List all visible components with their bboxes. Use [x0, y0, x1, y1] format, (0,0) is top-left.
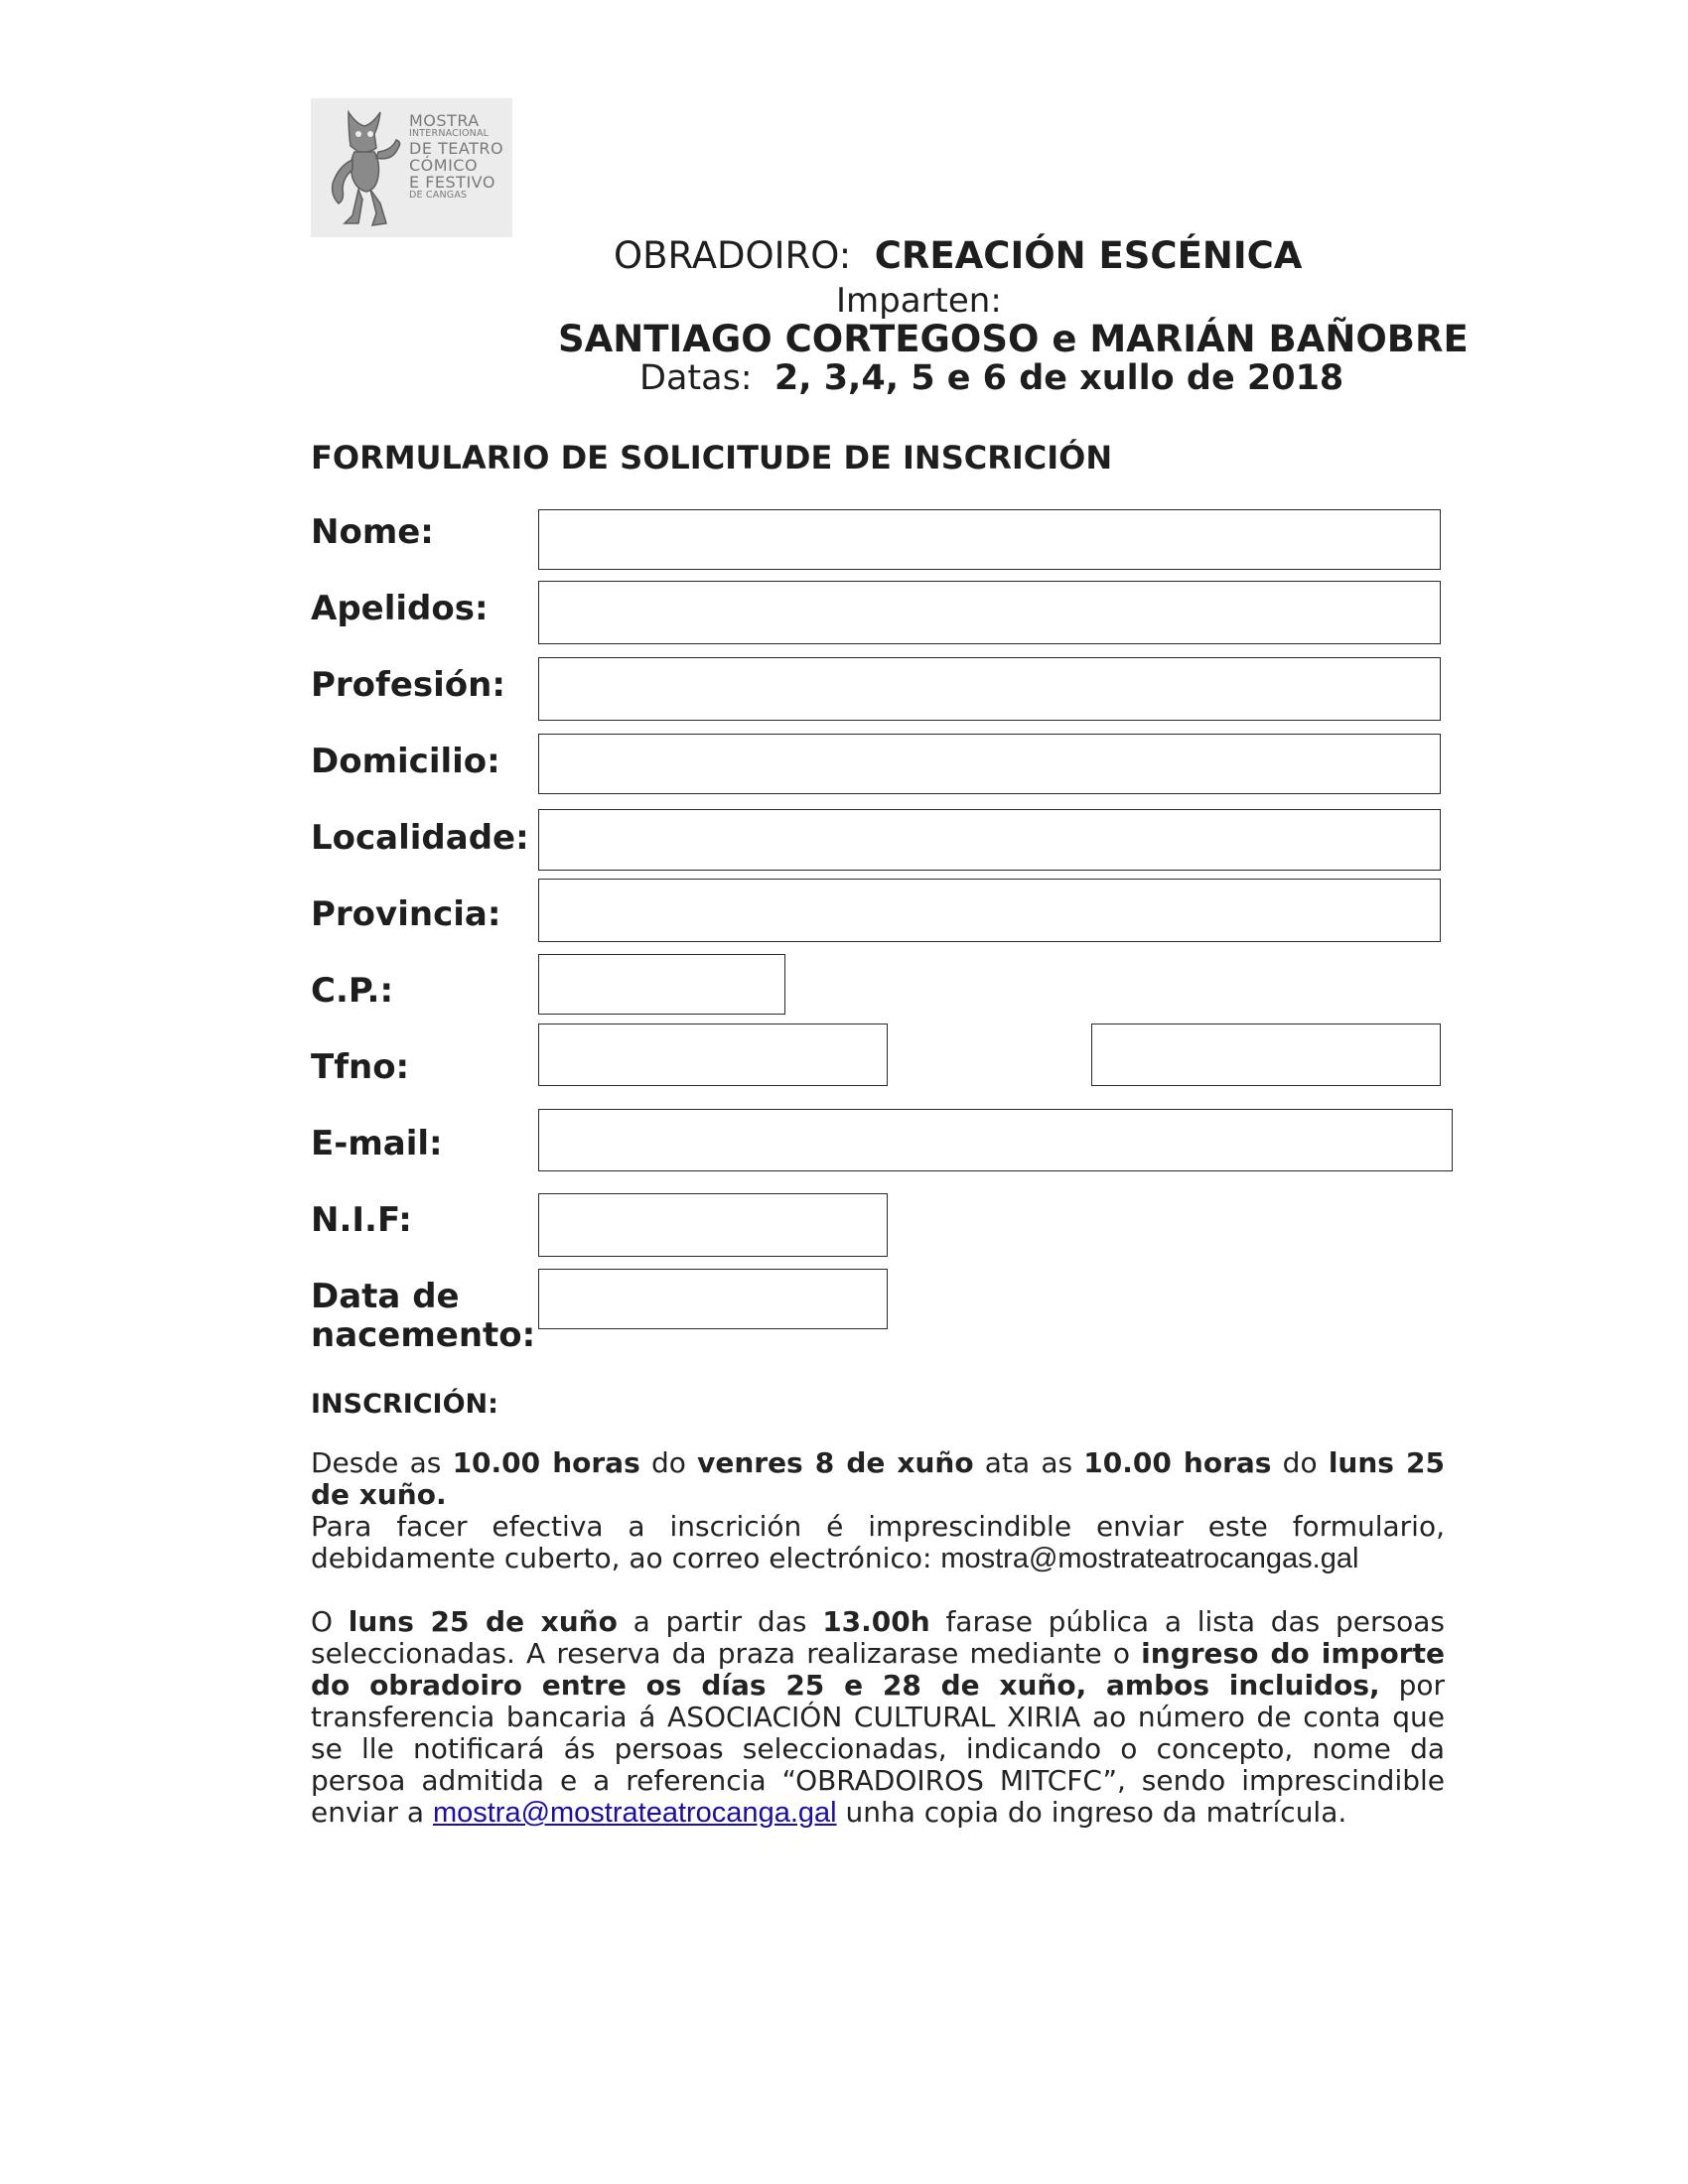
localidade-field[interactable]: [538, 809, 1441, 871]
tfno-field[interactable]: [538, 1024, 888, 1086]
nif-label: N.I.F:: [311, 1200, 412, 1240]
logo-line: E FESTIVO: [409, 173, 495, 193]
inscricion-period-paragraph: [311, 1447, 1445, 1574]
text: do: [639, 1446, 698, 1479]
text: por transferencia bancaria á ASOCIACIÓN CULTURAL XIRIA ao número de conta que se lle notificará ás persoas seleccionadas, indicando o concepto, nome da persoa admitida e a referencia “OBRADOIROS MITCFC”, sendo imprescindible enviar a: [311, 1669, 1445, 1829]
text: unha copia do ingreso da matrícula.: [836, 1796, 1347, 1829]
logo-wordmark: [409, 112, 503, 202]
cp-field[interactable]: [538, 954, 785, 1015]
localidade-label: Localidade:: [311, 818, 529, 858]
text: a partir das: [617, 1605, 823, 1638]
instructors: SANTIAGO CORTEGOSO e MARIÁN BAÑOBRE: [558, 318, 1469, 360]
text: do: [1271, 1446, 1329, 1479]
text: ata as: [973, 1446, 1084, 1479]
nome-label: Nome:: [311, 512, 434, 552]
provincia-field[interactable]: [538, 879, 1441, 942]
contact-email: mostra@mostrateatrocangas.gal: [940, 1543, 1359, 1574]
apelidos-label: Apelidos:: [311, 589, 489, 628]
selection-paragraph: [311, 1606, 1445, 1829]
profesion-field[interactable]: [538, 657, 1441, 721]
start-date: venres 8 de xuño: [697, 1446, 974, 1479]
email-label: E-mail:: [311, 1124, 443, 1163]
text: Desde as: [311, 1446, 453, 1479]
end-time: 10.00 horas: [1083, 1446, 1272, 1479]
dates-value: 2, 3,4, 5 e 6 de xullo de 2018: [774, 358, 1344, 398]
list-date: luns 25 de xuño: [348, 1605, 618, 1638]
start-time: 10.00 horas: [452, 1446, 640, 1479]
mascot-icon: [319, 104, 410, 231]
tfno-secondary-field[interactable]: [1091, 1024, 1441, 1086]
logo-line: DE TEATRO: [409, 138, 504, 158]
workshop-prefix: OBRADOIRO:: [614, 234, 852, 277]
nome-field[interactable]: [538, 509, 1441, 570]
profesion-label: Profesión:: [311, 665, 505, 705]
logo-line: CÓMICO: [409, 155, 479, 175]
nacemento-label-line1: Data de: [311, 1277, 460, 1316]
text: Para facer efectiva a inscrición é imprescindible enviar este formulario, debidamente cuberto, ao correo electrónico:: [311, 1510, 1445, 1574]
text: farase pública a lista das persoas seleccionadas. A reserva da praza realizarase mediante o: [311, 1605, 1445, 1670]
workshop-title: [614, 234, 1302, 277]
taught-by-label: Imparten:: [836, 281, 1002, 321]
text: O: [311, 1605, 349, 1638]
end-date: luns 25 de xuño.: [311, 1446, 1445, 1511]
cp-label: C.P.:: [311, 971, 394, 1011]
logo-line: INTERNACIONAL: [409, 128, 490, 140]
festival-logo: [311, 98, 512, 237]
dates-label: Datas:: [639, 358, 753, 398]
logo-line: MOSTRA: [409, 111, 480, 130]
workshop-dates: [639, 358, 1343, 398]
email-field[interactable]: [538, 1109, 1453, 1171]
domicilio-field[interactable]: [538, 734, 1441, 794]
list-time: 13.00h: [822, 1605, 930, 1638]
form-title: FORMULARIO DE SOLICITUDE DE INSCRICIÓN: [311, 439, 1113, 477]
email-link[interactable]: mostra@mostrateatrocanga.gal: [432, 1797, 837, 1829]
nacemento-field[interactable]: [538, 1269, 888, 1329]
nif-field[interactable]: [538, 1193, 888, 1257]
nacemento-label-line2: nacemento:: [311, 1315, 536, 1355]
apelidos-field[interactable]: [538, 581, 1441, 644]
workshop-name: CREACIÓN ESCÉNICA: [874, 234, 1303, 277]
payment-period: ingreso do importe do obradoiro entre os días 25 e 28 de xuño, ambos incluidos,: [311, 1637, 1445, 1702]
provincia-label: Provincia:: [311, 894, 501, 934]
tfno-label: Tfno:: [311, 1047, 410, 1087]
inscricion-heading: INSCRICIÓN:: [311, 1389, 498, 1420]
domicilio-label: Domicilio:: [311, 742, 500, 781]
logo-line: DE CANGAS: [409, 190, 468, 202]
